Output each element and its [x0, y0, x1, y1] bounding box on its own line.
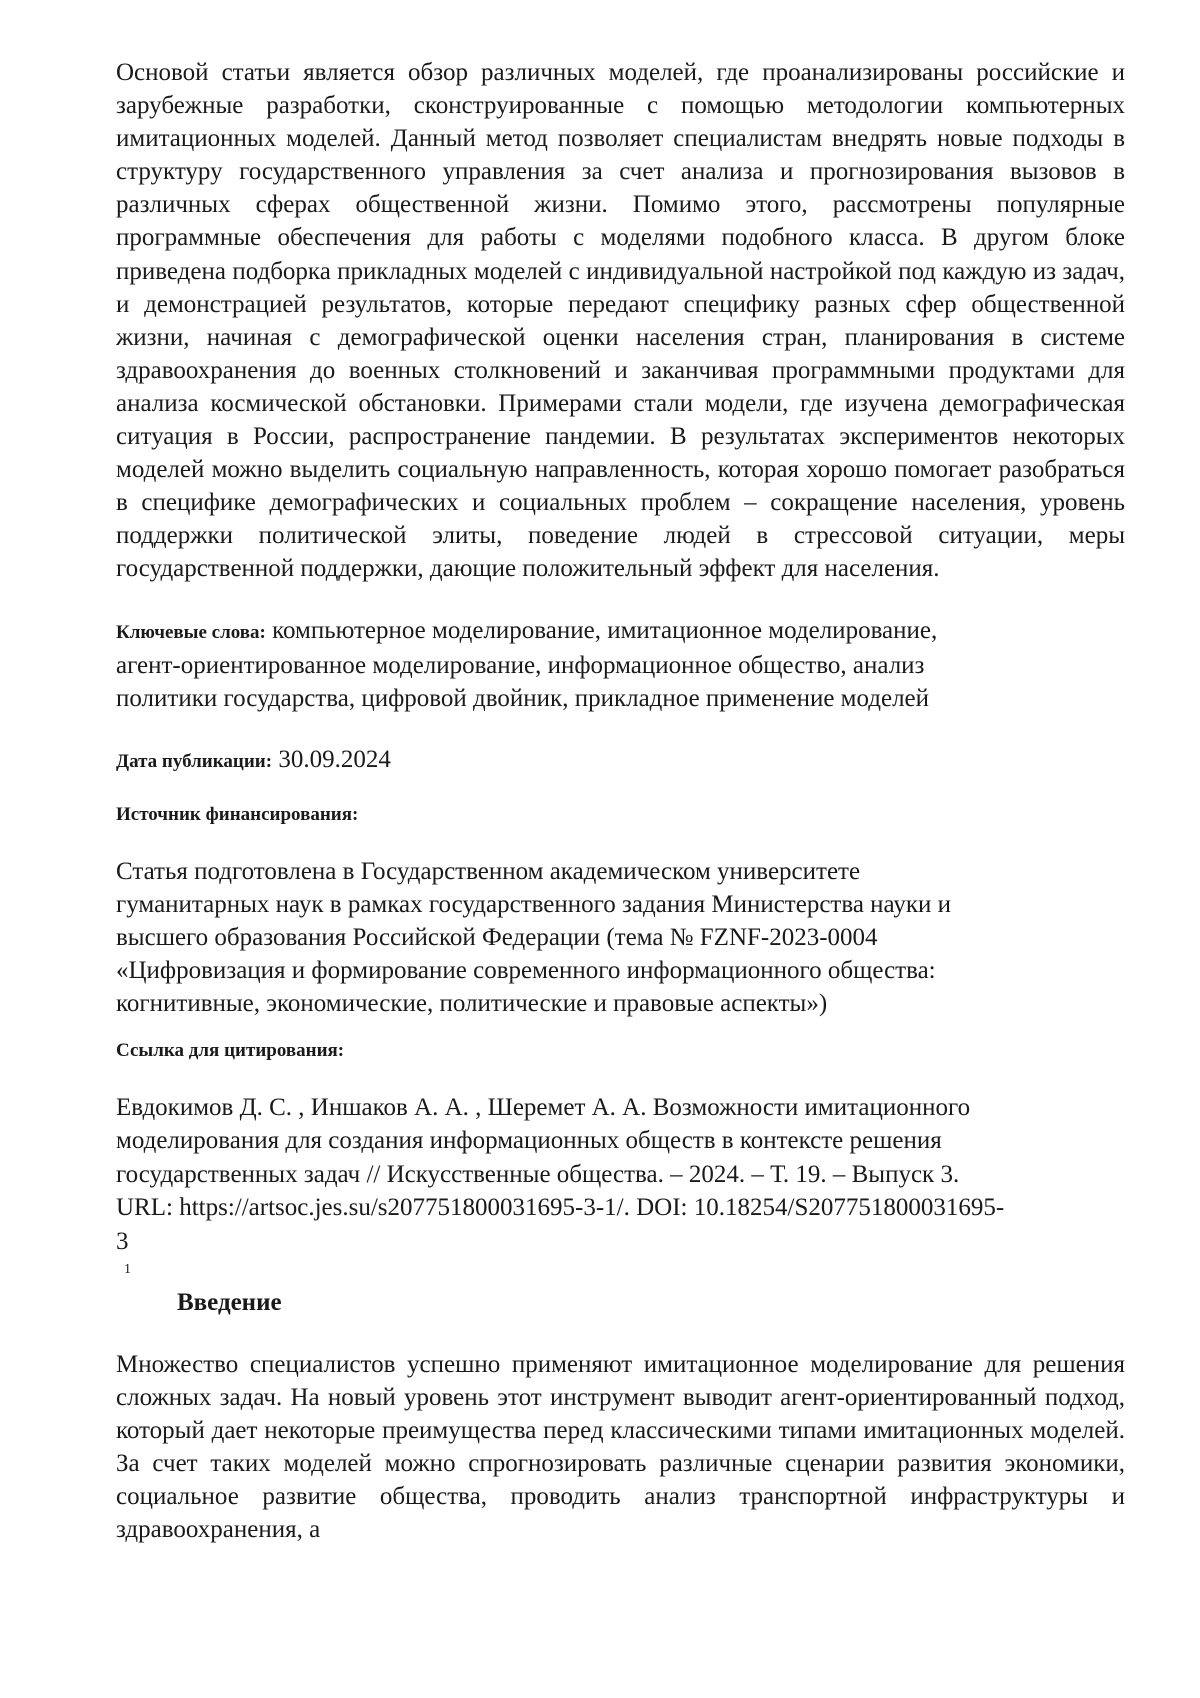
introduction-paragraph: Множество специалистов успешно применяют имитационное моделирование для решения сложных задач. На новый уровень этот инструмент выводит агент-ориентированный подход, который дает некоторые преимущества перед классическими типами имитационных моделей. За счет таких моделей можно спрогнозировать различные сценарии развития экономики, социальное развитие общества, проводить анализ транспортной инфраструктуры и здравоохранения, а [116, 1351, 1125, 1544]
funding-text [116, 855, 1125, 1020]
funding-line: когнитивные, экономические, политические и правовые аспекты») [116, 989, 828, 1017]
publication-date-block [116, 743, 1125, 778]
keywords-line: компьютерное моделирование, имитационное моделирование, [272, 616, 938, 644]
citation-line: Евдокимов Д. С. , Иншаков А. А. , Шеремет А. А. Возможности имитационного [116, 1093, 971, 1121]
funding-label: Источник финансирования: [116, 803, 359, 825]
keywords-line: политики государства, цифровой двойник, прикладное применение моделей [116, 684, 930, 712]
section-heading-introduction: Введение [177, 1289, 282, 1316]
keywords-line: агент-ориентированное моделирование, информационное общество, анализ [116, 651, 925, 679]
footnote-marker: 1 [124, 1262, 131, 1277]
funding-line: Статья подготовлена в Государственном академическом университете [116, 857, 861, 885]
citation-line: моделирования для создания информационных обществ в контексте решения [116, 1127, 942, 1154]
funding-line: высшего образования Российской Федерации (тема № FZNF-2023-0004 [116, 923, 878, 951]
keywords-block [116, 614, 1125, 715]
publication-date-value: 30.09.2024 [278, 745, 391, 773]
article-page [116, 56, 1125, 1572]
keywords-label: Ключевые слова: [116, 621, 266, 643]
citation-label: Ссылка для цитирования: [116, 1039, 345, 1061]
abstract-paragraph: Основой статьи является обзор различных моделей, где проанализированы российские и зарубежные разработки, сконструированные с помощью методологии компьютерных имитационных моделей. Данный метод позволяет специалистам внедрять новые подходы в структуру государственного управления за счет анализа и прогнозирования вызовов в различных сферах общественной жизни. Помимо этого, рассмотрены популярные программные обеспечения для работы с моделями подобного класса. В другом блоке приведена подборка прикладных моделей с индивидуальной настройкой под каждую из задач, и демонстрацией результатов, которые передают специфику разных сфер общественной жизни, начиная с демографической оценки населения стран, планирования в системе здравоохранения до военных столкновений и заканчивая программными продуктами для анализа космической обстановки. Примерами стали модели, где изучена демографическая ситуация в России, распространение пандемии. В результатах экспериментов некоторых моделей можно выделить социальную направленность, которая хорошо помогает разобраться в специфике демографических и социальных проблем – сокращение населения, уровень поддержки политической элиты, поведение людей в стрессовой ситуации, меры государственной поддержки, дающие положительный эффект для населения. [116, 59, 1125, 583]
citation-line: 3 [116, 1227, 129, 1255]
citation-line: государственных задач // Искусственные общества. – 2024. – Т. 19. – Выпуск 3. [116, 1160, 960, 1188]
citation-link-line[interactable]: URL: https://artsoc.jes.su/s207751800031695-3-1/. DOI: 10.18254/S207751800031695- [116, 1194, 1005, 1221]
funding-line: гуманитарных наук в рамках государственного задания Министерства науки и [116, 890, 952, 918]
publication-date-label: Дата публикации: [116, 750, 273, 772]
citation-text [116, 1091, 1125, 1259]
funding-line: «Цифровизация и формирование современного информационного общества: [116, 956, 936, 984]
